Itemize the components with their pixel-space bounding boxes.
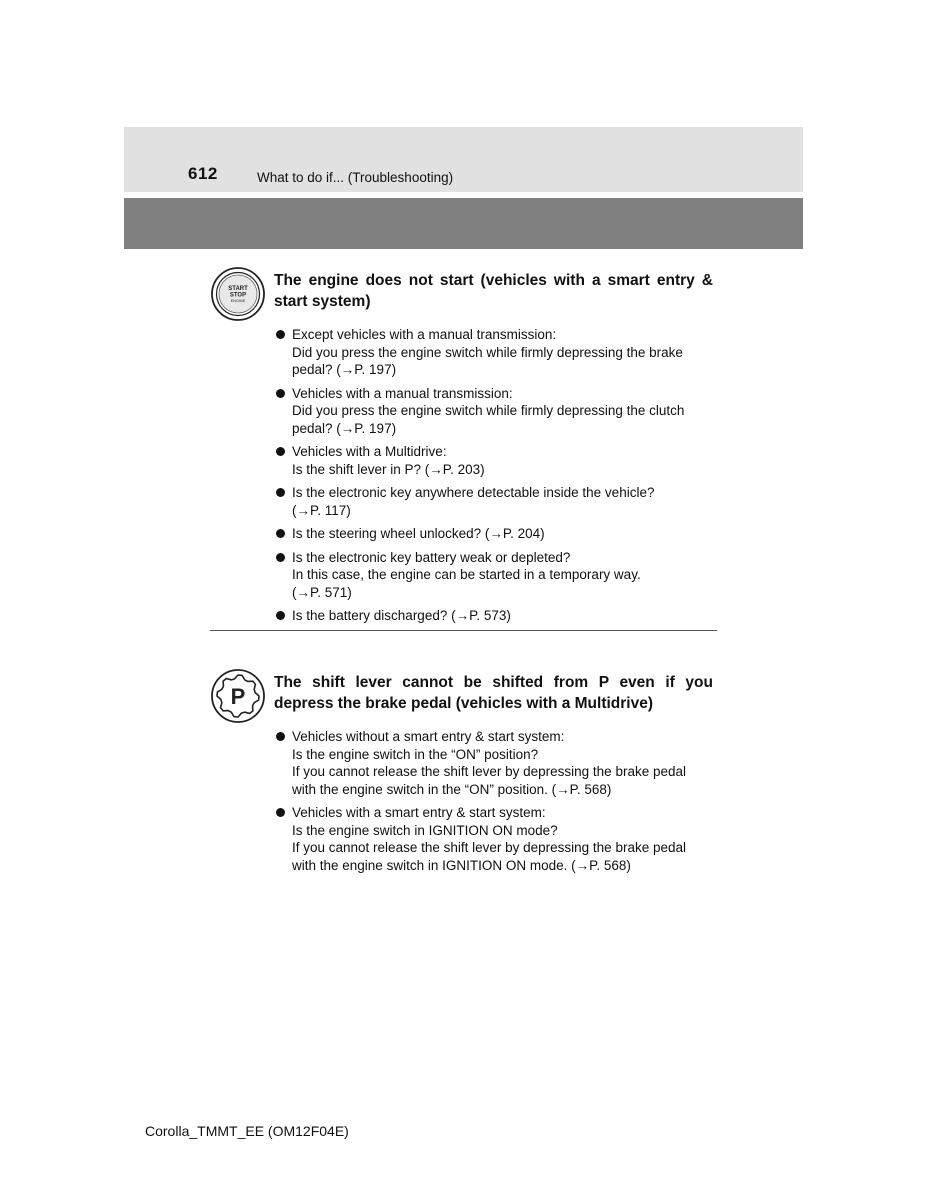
bullet-line: pedal? (→P. 197) — [292, 420, 397, 436]
bullet-line: Did you press the engine switch while firmly depressing the clutch — [292, 403, 685, 418]
icon-text-engine: ENGINE — [230, 299, 246, 303]
start-stop-engine-button-icon — [210, 266, 266, 322]
header-band — [124, 127, 803, 192]
bullet-line: Is the electronic key battery weak or depleted? — [292, 549, 571, 565]
bullet-line: (→P. 117) — [292, 502, 351, 518]
bullet-line: If you cannot release the shift lever by depressing the brake pedal — [292, 840, 686, 855]
bullet-line: with the engine switch in the “ON” position. (→P. 568) — [292, 781, 612, 797]
section-banner-bar — [124, 198, 803, 249]
bullet-line: Is the engine switch in the “ON” position? — [292, 746, 539, 762]
bullet-line: Is the electronic key anywhere detectable inside the vehicle? — [292, 485, 655, 500]
page-number: 612 — [188, 164, 218, 183]
icon-text-start: START — [228, 286, 248, 292]
list-item — [276, 385, 716, 438]
bullet-line: Is the shift lever in P? (→P. 203) — [292, 461, 485, 477]
list-item — [276, 525, 716, 543]
section-title: The engine does not start (vehicles with a smart entry & start system) — [274, 272, 713, 310]
bullet-line: Vehicles without a smart entry & start system: — [292, 729, 565, 744]
bullet-line: Except vehicles with a manual transmission: — [292, 327, 557, 342]
icon-text-stop: STOP — [229, 292, 247, 299]
chapter-title: What to do if... (Troubleshooting) — [257, 170, 454, 185]
park-gear-icon — [210, 668, 266, 724]
park-letter: P — [230, 684, 246, 709]
bullet-line: pedal? (→P. 197) — [292, 362, 397, 377]
footer-document-code: Corolla_TMMT_EE (OM12F04E) — [145, 1123, 349, 1139]
section-divider — [210, 630, 717, 631]
bullet-line: In this case, the engine can be started in a temporary way. — [292, 567, 641, 582]
bullet-line: Vehicles with a Multidrive: — [292, 444, 447, 459]
bullet-line: with the engine switch in IGNITION ON mode. (→P. 568) — [292, 857, 631, 873]
bullet-line: Did you press the engine switch while firmly depressing the brake — [292, 344, 683, 360]
bullet-line: Is the engine switch in IGNITION ON mode? — [292, 822, 558, 838]
list-item — [276, 484, 716, 519]
bullet-line: If you cannot release the shift lever by depressing the brake pedal — [292, 764, 686, 779]
section-title: The shift lever cannot be shifted from P even if you depress the brake pedal (vehicles with a Multidrive) — [274, 674, 713, 712]
list-item — [276, 728, 716, 798]
bullet-line: (→P. 571) — [292, 584, 352, 600]
bullet-list — [276, 728, 716, 880]
bullet-line: Vehicles with a manual transmission: — [292, 385, 513, 401]
list-item — [276, 443, 716, 478]
bullet-line: Is the steering wheel unlocked? (→P. 204) — [292, 526, 545, 541]
list-item — [276, 607, 716, 625]
list-item — [276, 326, 716, 379]
bullet-line: Vehicles with a smart entry & start system: — [292, 805, 546, 820]
list-item — [276, 804, 716, 874]
bullet-list — [276, 326, 716, 631]
list-item — [276, 549, 716, 602]
bullet-line: Is the battery discharged? (→P. 573) — [292, 608, 511, 623]
